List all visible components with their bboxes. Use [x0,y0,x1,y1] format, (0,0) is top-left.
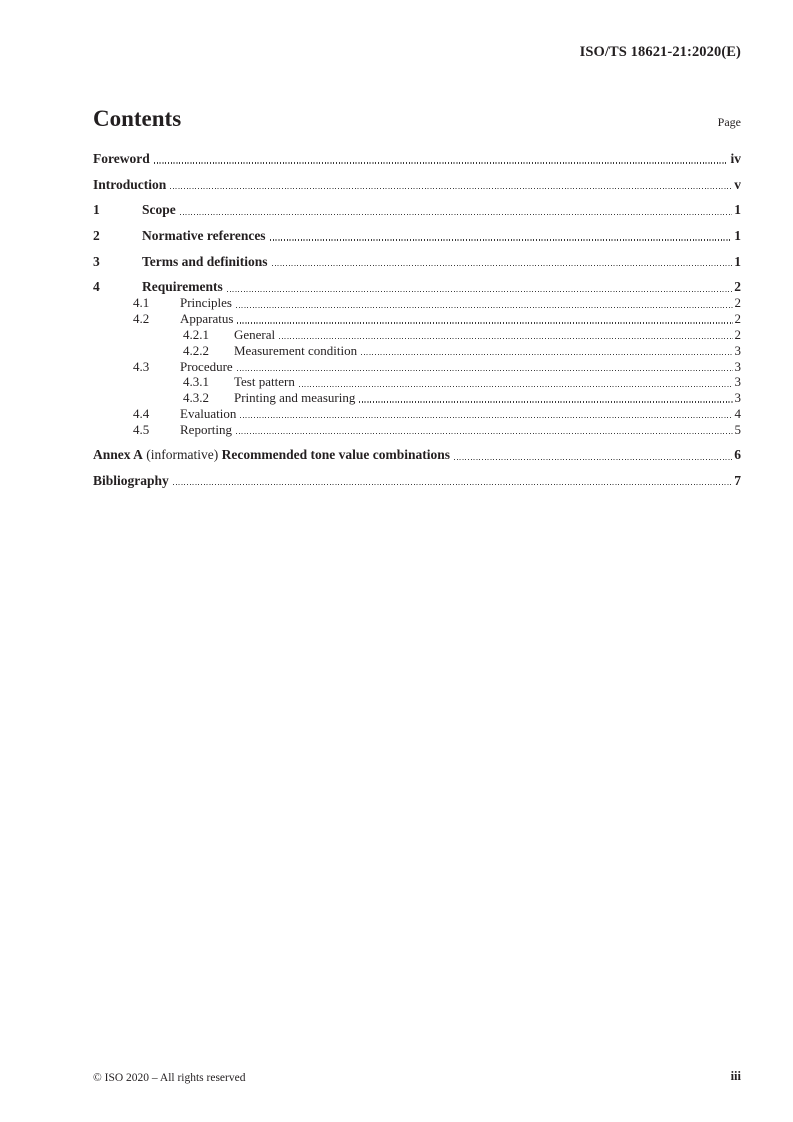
toc-entry-label: Measurement condition [234,342,358,358]
document-reference: ISO/TS 18621-21:2020(E) [579,44,741,60]
dot-leader [299,386,733,387]
toc-entry-label: Reporting [180,421,232,437]
toc-entry-label-part: (informative) [142,447,222,463]
toc-entry-label: Printing and measuring [234,390,356,406]
toc-entry-page: 1 [734,227,741,243]
dot-leader [236,307,733,308]
toc-entry-number: 4.1 [133,295,150,311]
toc-entry[interactable] [93,328,741,342]
dot-leader [170,188,732,189]
toc-entry-label: Procedure [180,358,233,374]
dot-leader [173,484,732,485]
toc-entry-page: 1 [734,202,741,218]
toc-entry-label: Foreword [93,151,150,166]
toc-entry-page: 3 [734,390,741,406]
toc-entry-label: Principles [180,295,232,311]
contents-title: Contents [93,106,182,131]
toc-entry-label: Scope [142,202,176,218]
dot-leader [359,401,732,402]
toc-entry-page: 4 [734,406,741,422]
dot-leader [272,265,733,266]
toc-entry-label-part: Annex A [93,447,143,463]
dot-leader [279,338,732,339]
folio-page-number: iii [730,1069,741,1083]
toc-entry-number: 4.4 [133,406,150,422]
toc-entry-page: v [734,176,741,192]
dot-leader [236,433,733,434]
toc-entry[interactable] [93,296,741,310]
dot-leader [227,291,733,292]
toc-entry[interactable] [93,177,741,193]
toc-entry[interactable] [93,360,741,374]
dot-leader [361,354,732,355]
page-footer [93,1069,741,1084]
toc-entry-page: 3 [734,374,741,390]
toc-entry[interactable] [93,254,741,270]
toc-entry-number: 4.2 [133,311,150,327]
toc-entry-label: Bibliography [93,472,169,488]
toc-entry-page: 6 [734,447,741,463]
toc-entry[interactable] [93,447,741,463]
dot-leader [240,417,732,418]
page-column-label: Page [717,115,741,129]
toc-entry-number: 3 [93,253,100,269]
toc-entry[interactable] [93,423,741,437]
toc-entry-label: Test pattern [234,374,295,390]
toc-entry-page: 2 [734,311,741,327]
dot-leader [180,214,733,215]
toc-entry-page: iv [730,151,741,166]
toc-entry-number: 2 [93,227,100,243]
toc-entry-label: Introduction [93,176,167,192]
dot-leader [237,322,732,323]
toc-entry-label: General [234,327,276,343]
toc-entry-page: 2 [734,327,741,343]
table-of-contents [93,151,741,488]
toc-entry[interactable] [93,228,741,244]
toc-entry-number: 4.3.1 [183,374,209,390]
toc-entry-label: Apparatus [180,311,234,327]
toc-entry-number: 4.5 [133,421,150,437]
toc-entry-label [93,447,450,463]
toc-entry-label: Requirements [142,279,223,295]
copyright-notice: © ISO 2020 – All rights reserved [93,1072,246,1084]
dot-leader [154,162,729,163]
toc-entry-number: 4 [93,279,100,295]
toc-entry[interactable] [93,279,741,295]
toc-entry-number: 4.3.2 [183,390,209,406]
contents-header [93,106,741,132]
dot-leader [237,370,733,371]
dot-leader [270,239,733,240]
toc-entry-page: 2 [734,295,741,311]
toc-entry[interactable] [93,344,741,358]
toc-entry-label-part: Recommended tone value combinations [221,447,450,463]
toc-entry-number: 4.2.2 [183,342,209,358]
toc-entry[interactable] [93,375,741,389]
toc-entry[interactable] [93,151,741,167]
toc-entry-number: 4.2.1 [183,327,209,343]
dot-leader [454,459,732,460]
toc-entry[interactable] [93,473,741,489]
toc-entry[interactable] [93,407,741,421]
toc-entry-page: 3 [734,358,741,374]
toc-entry-number: 4.3 [133,358,150,374]
toc-entry[interactable] [93,391,741,405]
toc-entry-label: Terms and definitions [142,253,268,269]
toc-entry-page: 7 [734,472,741,488]
toc-entry-page: 1 [734,253,741,269]
toc-entry-page: 2 [734,279,741,295]
toc-entry-page: 5 [734,421,741,437]
toc-entry-number: 1 [93,202,100,218]
toc-entry-label: Normative references [142,227,266,243]
toc-entry[interactable] [93,312,741,326]
toc-entry-label: Evaluation [180,406,237,422]
toc-entry-page: 3 [734,342,741,358]
toc-entry[interactable] [93,202,741,218]
